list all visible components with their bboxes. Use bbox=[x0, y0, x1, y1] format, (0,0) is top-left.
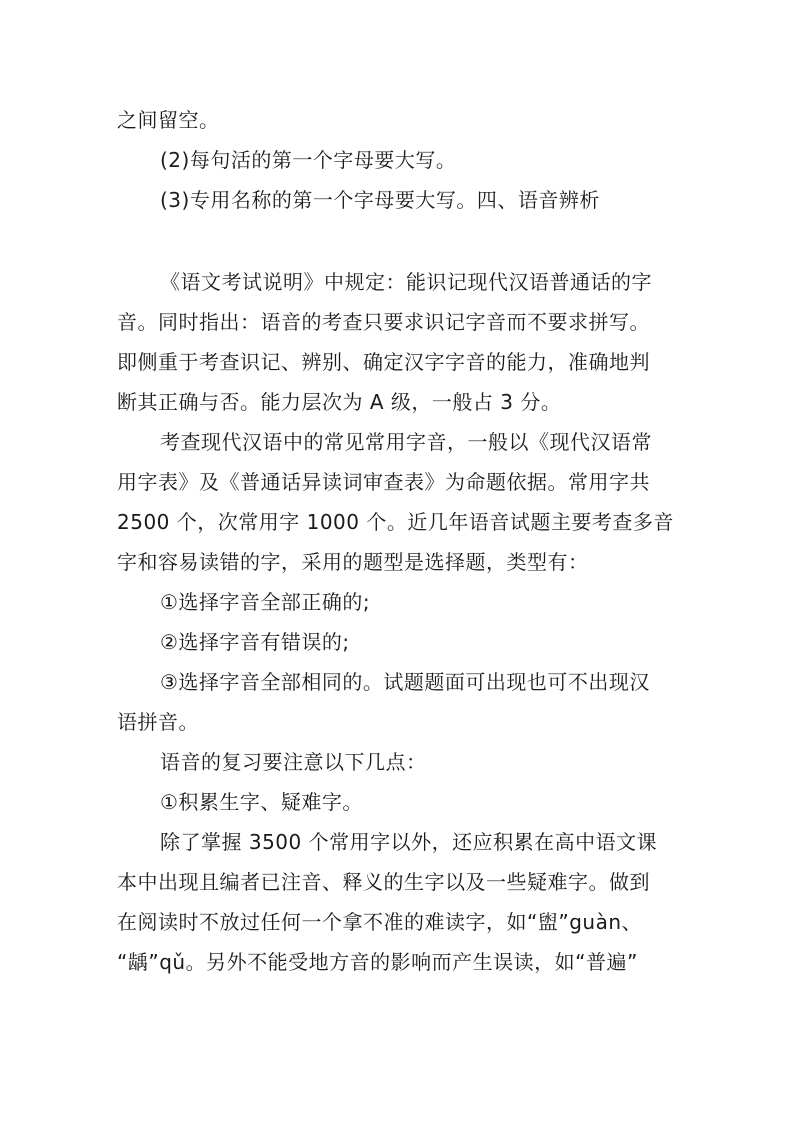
text-line-14: ③选择字音全部相同的。试题题面可出现也可不出现汉 bbox=[160, 670, 650, 694]
text-line-15: 语拼音。 bbox=[117, 710, 199, 734]
text-line-10: 2500 个，次常用字 1000 个。近几年语音试题主要考查多音 bbox=[117, 510, 674, 534]
text-line-7: 断其正确与否。能力层次为 A 级，一般占 3 分。 bbox=[117, 390, 562, 414]
text-line-18: 除了掌握 3500 个常用字以外，还应积累在高中语文课 bbox=[160, 830, 658, 854]
text-line-19: 本中出现且编者已注音、释义的生字以及一些疑难字。做到 bbox=[117, 870, 650, 894]
text-line-4: 《语文考试说明》中规定：能识记现代汉语普通话的字 bbox=[160, 270, 652, 294]
text-line-9: 用字表》及《普通话异读词审查表》为命题依据。常用字共 bbox=[117, 470, 650, 494]
text-line-17: ①积累生字、疑难字。 bbox=[160, 790, 363, 814]
text-line-11: 字和容易读错的字，采用的题型是选择题，类型有： bbox=[117, 550, 589, 574]
text-line-3: (3)专用名称的第一个字母要大写。四、语音辨析 bbox=[160, 188, 600, 212]
text-line-2: (2)每句活的第一个字母要大写。 bbox=[160, 148, 457, 172]
text-line-1: 之间留空。 bbox=[117, 108, 220, 132]
text-line-13: ②选择字音有错误的; bbox=[160, 630, 350, 654]
text-line-8: 考查现代汉语中的常见常用字音，一般以《现代汉语常 bbox=[160, 430, 652, 454]
text-line-16: 语音的复习要注意以下几点： bbox=[160, 750, 427, 774]
text-line-20: 在阅读时不放过任何一个拿不准的难读字，如“盥”guàn、 bbox=[117, 910, 643, 934]
text-line-12: ①选择字音全部正确的; bbox=[160, 590, 371, 614]
text-line-21: “龋”qǔ。另外不能受地方音的影响而产生误读，如“普遍” bbox=[117, 950, 638, 974]
text-line-6: 即侧重于考查识记、辨别、确定汉字字音的能力，准确地判 bbox=[117, 350, 650, 374]
text-line-5: 音。同时指出：语音的考查只要求识记字音而不要求拼写。 bbox=[117, 310, 650, 334]
